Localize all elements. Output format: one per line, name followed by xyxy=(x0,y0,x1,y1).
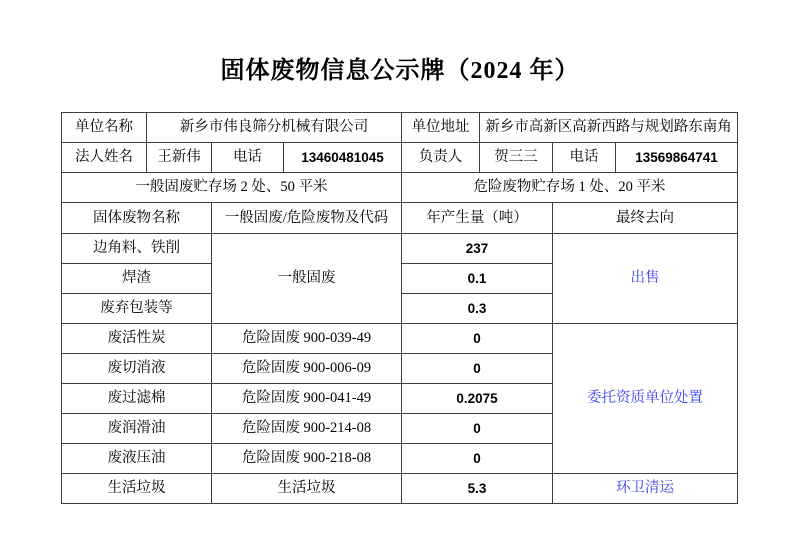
legal-person-label: 法人姓名 xyxy=(62,143,147,173)
manager-value: 贺三三 xyxy=(480,143,553,173)
waste-qty: 0 xyxy=(402,444,553,474)
legal-person-value: 王新伟 xyxy=(147,143,212,173)
waste-qty: 0.3 xyxy=(402,294,553,324)
waste-dest: 出售 xyxy=(553,234,738,324)
waste-name: 废活性炭 xyxy=(62,324,212,354)
phone-label-2: 电话 xyxy=(553,143,616,173)
unit-address-value: 新乡市高新区高新西路与规划路东南角 xyxy=(480,113,738,143)
waste-qty: 0 xyxy=(402,354,553,384)
header-annual-qty: 年产生量（吨） xyxy=(402,203,553,234)
header-waste-name: 固体废物名称 xyxy=(62,203,212,234)
table-row xyxy=(62,234,738,264)
phone-value-1: 13460481045 xyxy=(284,143,402,173)
waste-qty: 237 xyxy=(402,234,553,264)
waste-name: 废液压油 xyxy=(62,444,212,474)
waste-category: 一般固废 xyxy=(212,234,402,324)
waste-category: 危险固废 900-041-49 xyxy=(212,384,402,414)
waste-category: 危险固废 900-006-09 xyxy=(212,354,402,384)
row-storage-info xyxy=(62,173,738,203)
waste-qty: 5.3 xyxy=(402,474,553,504)
waste-header-row xyxy=(62,203,738,234)
waste-name: 废过滤棉 xyxy=(62,384,212,414)
header-waste-code: 一般固废/危险废物及代码 xyxy=(212,203,402,234)
unit-name-value: 新乡市伟良筛分机械有限公司 xyxy=(147,113,402,143)
waste-qty: 0.2075 xyxy=(402,384,553,414)
waste-name: 焊渣 xyxy=(62,264,212,294)
manager-label: 负责人 xyxy=(402,143,480,173)
waste-name: 废弃包装等 xyxy=(62,294,212,324)
phone-value-2: 13569864741 xyxy=(616,143,738,173)
table-row xyxy=(62,324,738,354)
table-row xyxy=(62,474,738,504)
waste-name: 废润滑油 xyxy=(62,414,212,444)
waste-dest: 环卫清运 xyxy=(553,474,738,504)
unit-name-label: 单位名称 xyxy=(62,113,147,143)
phone-label-1: 电话 xyxy=(212,143,284,173)
hazard-storage-text: 危险废物贮存场 1 处、20 平米 xyxy=(402,173,738,203)
waste-category: 危险固废 900-214-08 xyxy=(212,414,402,444)
header-final-dest: 最终去向 xyxy=(553,203,738,234)
waste-dest: 委托资质单位处置 xyxy=(553,324,738,474)
waste-name: 边角料、铁削 xyxy=(62,234,212,264)
waste-category: 危险固废 900-039-49 xyxy=(212,324,402,354)
waste-qty: 0.1 xyxy=(402,264,553,294)
row-unit-info xyxy=(62,113,738,143)
waste-name: 废切消液 xyxy=(62,354,212,384)
waste-category: 危险固废 900-218-08 xyxy=(212,444,402,474)
waste-info-table xyxy=(61,112,738,504)
waste-qty: 0 xyxy=(402,414,553,444)
general-storage-text: 一般固废贮存场 2 处、50 平米 xyxy=(62,173,402,203)
page-title: 固体废物信息公示牌（2024 年） xyxy=(220,58,580,84)
waste-name: 生活垃圾 xyxy=(62,474,212,504)
waste-category: 生活垃圾 xyxy=(212,474,402,504)
waste-qty: 0 xyxy=(402,324,553,354)
unit-address-label: 单位地址 xyxy=(402,113,480,143)
row-contact-info xyxy=(62,143,738,173)
